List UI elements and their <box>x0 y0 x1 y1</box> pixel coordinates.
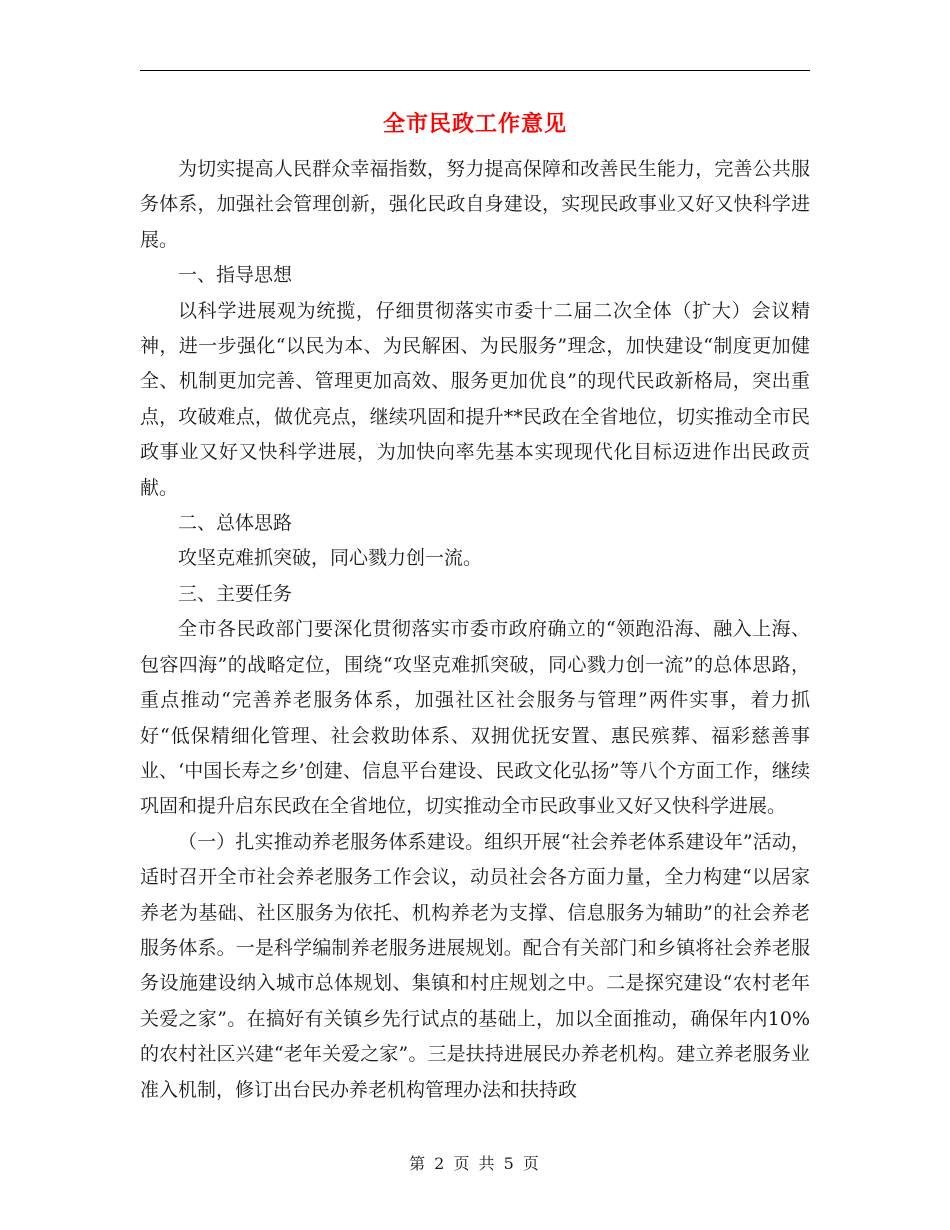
paragraph-intro: 为切实提高人民群众幸福指数，努力提高保障和改善民生能力，完善公共服务体系，加强社会管理创新，强化民政自身建设，实现民政事业又好又快科学进展。 <box>140 158 810 251</box>
heading-main-tasks: 三、主要任务 <box>178 582 293 605</box>
page-footer: 第 2 页 共 5 页 <box>409 1154 541 1173</box>
paragraph-guiding-ideology: 以科学进展观为统揽，仔细贯彻落实市委十二届二次全体（扩大）会议精神，进一步强化“以民为本、为民解困、为民服务”理念，加快建设“制度更加健全、机制更加完善、管理更加高效、服务更加优良”的现代民政新格局，突出重点，攻破难点，做优亮点，继续巩固和提升**民政在全省地位，切实推动全市民政事业又好又快科学进展，为加快向率先基本实现现代化目标迈进作出民政贡献。 <box>140 299 810 499</box>
heading-overall-approach: 二、总体思路 <box>178 512 293 535</box>
heading-guiding-ideology: 一、指导思想 <box>178 264 293 287</box>
header-rule <box>140 70 810 71</box>
document-title: 全市民政工作意见 <box>382 111 567 137</box>
paragraph-overall-approach: 攻坚克难抓突破，同心戮力创一流。 <box>178 547 483 570</box>
paragraph-main-tasks: 全市各民政部门要深化贯彻落实市委市政府确立的“领跑沿海、融入上海、包容四海”的战略定位，围绕“攻坚克难抓突破，同心戮力创一流”的总体思路，重点推动“完善养老服务体系，加强社区社会服务与管理”两件实事，着力抓好“低保精细化管理、社会救助体系、双拥优抚安置、惠民殡葬、福彩慈善事业、‘中国长寿之乡’创建、信息平台建设、民政文化弘扬”等八个方面工作，继续巩固和提升启东民政在全省地位，切实推动全市民政事业又好又快科学进展。 <box>140 618 810 818</box>
paragraph-elderly-care: （一）扎实推动养老服务体系建设。组织开展“社会养老体系建设年”活动，适时召开全市社会养老服务工作会议，动员社会各方面力量，全力构建“以居家养老为基础、社区服务为依托、机构养老为支撑、信息服务为辅助”的社会养老服务体系。一是科学编制养老服务进展规划。配合有关部门和乡镇将社会养老服务设施建设纳入城市总体规划、集镇和村庄规划之中。二是探究建设“农村老年关爱之家”。在搞好有关镇乡先行试点的基础上，加以全面推动，确保年内10%的农村社区兴建“老年关爱之家”。三是扶持进展民办养老机构。建立养老服务业准入机制，修订出台民办养老机构管理办法和扶持政 <box>140 830 810 1101</box>
document-body <box>140 152 810 1108</box>
